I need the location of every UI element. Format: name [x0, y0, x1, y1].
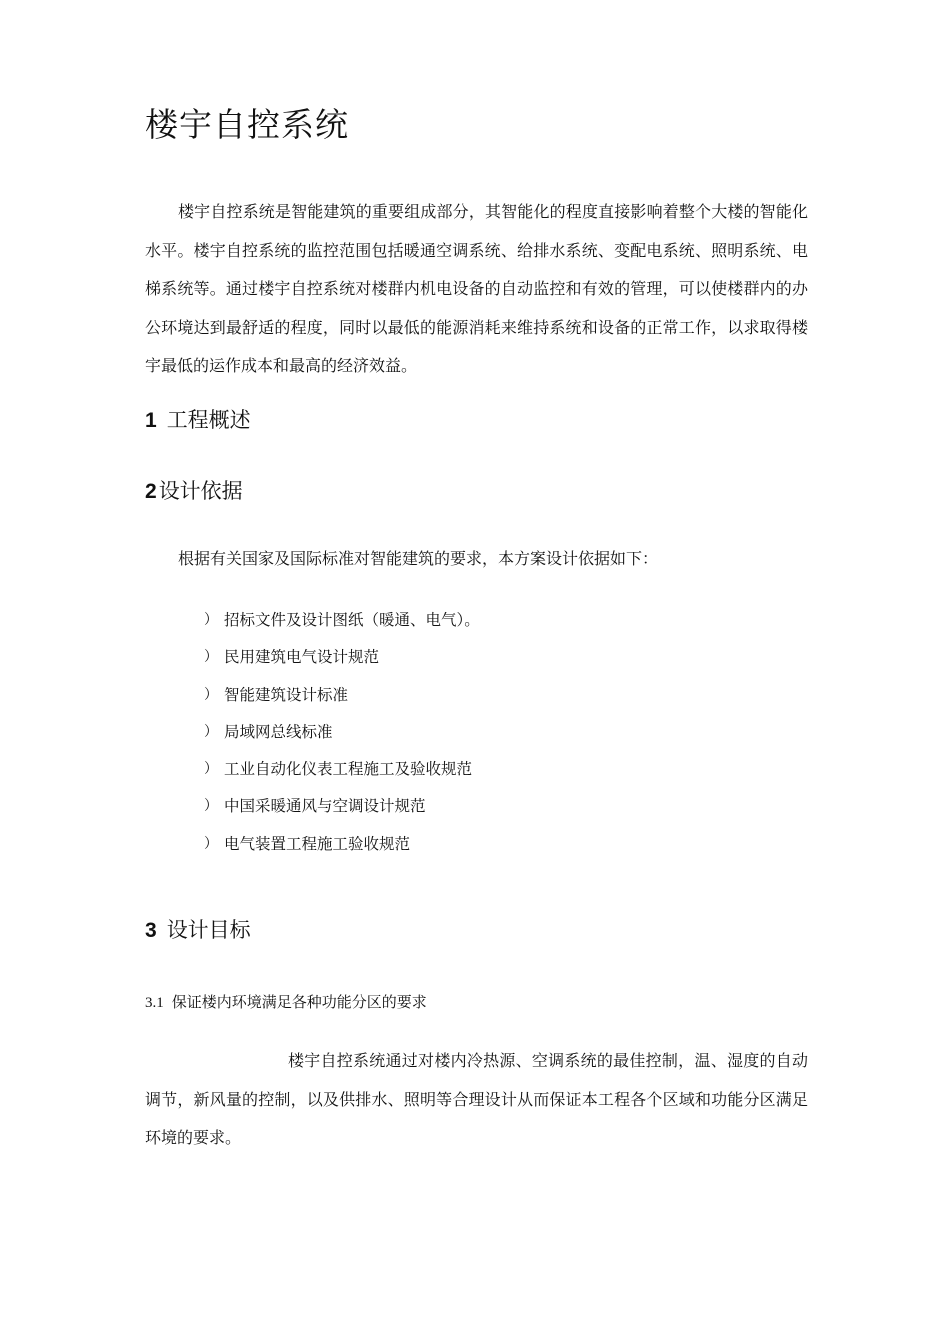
list-item — [200, 751, 480, 788]
list-item — [200, 602, 480, 639]
list-item — [200, 639, 480, 676]
section-title: 工程概述 — [166, 408, 251, 432]
section-heading-2 — [145, 476, 243, 507]
subsection-heading-3-1 — [145, 990, 427, 1015]
section-number: 1 — [145, 409, 157, 432]
list-item — [200, 788, 480, 825]
reference-text: 工业自动化仪表工程施工及验收规范 — [224, 760, 473, 779]
list-item — [200, 677, 480, 714]
bullet-icon: ） — [204, 612, 218, 628]
reference-list — [200, 602, 480, 863]
reference-text: 局域网总线标准 — [224, 722, 333, 741]
bullet-icon: ） — [204, 761, 218, 778]
reference-text: 电气装置工程施工验收规范 — [224, 834, 411, 853]
subsection-number: 3.1 — [145, 995, 164, 1011]
bullet-icon: ） — [204, 649, 218, 666]
section-title: 设计目标 — [166, 918, 251, 942]
section-title: 设计依据 — [158, 479, 243, 503]
subsection-title: 保证楼内环境满足各种功能分区的要求 — [171, 993, 427, 1011]
reference-text: 中国采暖通风与空调设计规范 — [224, 797, 426, 816]
section-number: 3 — [145, 919, 157, 942]
reference-text: 招标文件及设计图纸（暖通、电气）。 — [224, 611, 480, 629]
intro-paragraph: 楼宇自控系统是智能建筑的重要组成部分，其智能化的程度直接影响着整个大楼的智能化水平。楼宇自控系统的监控范围包括暖通空调系统、给排水系统、变配电系统、照明系统、电梯系统等。通过楼宇自控系统对楼群内机电设备的自动监控和有效的管理，可以使楼群内的办公环境达到最舒适的程度，同时以最低的能源消耗来维持系统和设备的正常工作，以求取得楼宇最低的运作成本和最高的经济效益。 — [145, 202, 808, 375]
section-heading-1 — [145, 405, 251, 436]
list-item — [200, 826, 480, 863]
list-item — [200, 714, 480, 751]
reference-text: 智能建筑设计标准 — [224, 685, 349, 704]
section-heading-3 — [145, 915, 251, 946]
bullet-icon: ） — [204, 686, 218, 703]
environment-paragraph: 楼宇自控系统通过对楼内冷热源、空调系统的最佳控制，温、湿度的自动调节，新风量的控制，以及供排水、照明等合理设计从而保证本工程各个区域和功能分区满足环境的要求。 — [145, 1051, 808, 1147]
bullet-icon: ） — [204, 835, 218, 852]
design-basis-intro: 根据有关国家及国际标准对智能建筑的要求，本方案设计依据如下： — [178, 549, 659, 568]
bullet-icon: ） — [204, 723, 218, 740]
page-title: 楼宇自控系统 — [145, 105, 349, 144]
bullet-icon: ） — [204, 798, 218, 815]
section-number: 2 — [145, 480, 157, 503]
reference-text: 民用建筑电气设计规范 — [224, 648, 380, 667]
